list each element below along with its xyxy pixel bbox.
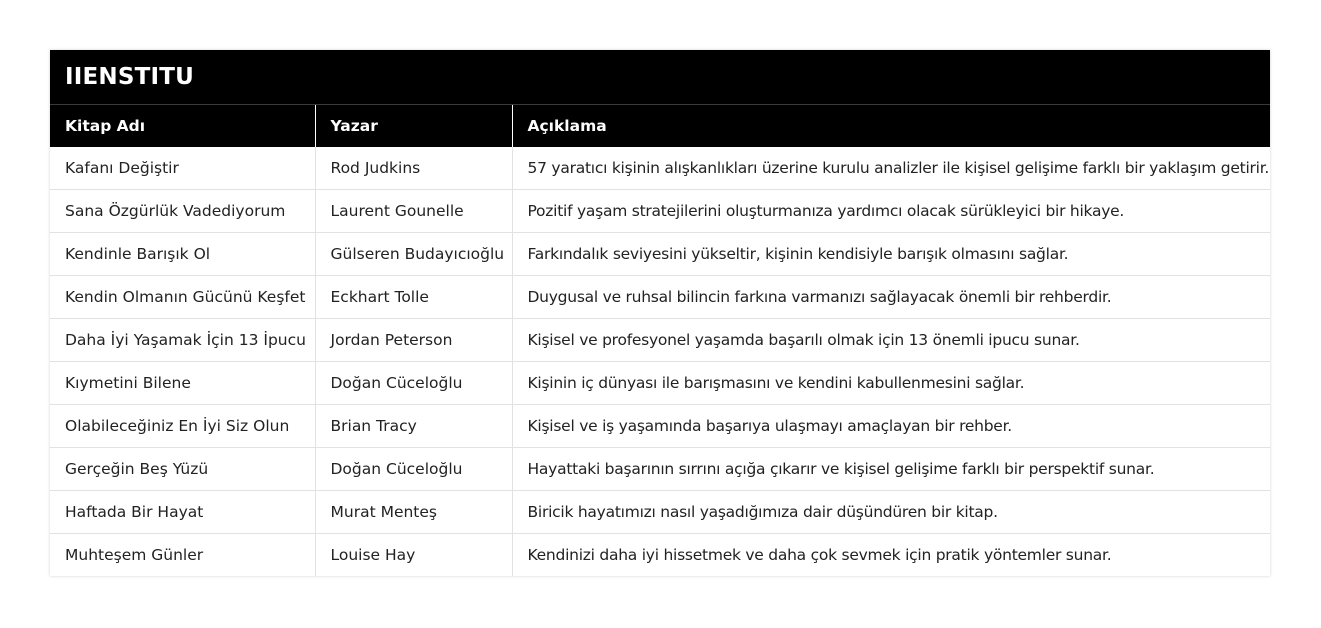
table-header-row xyxy=(50,105,1270,148)
book-table-container xyxy=(50,50,1270,576)
cell-description: Farkındalık seviyesini yükseltir, kişinin kendisiyle barışık olmasını sağlar. xyxy=(512,233,1270,276)
cell-description: 57 yaratıcı kişinin alışkanlıkları üzerine kurulu analizler ile kişisel gelişime farklı bir yaklaşım getirir. xyxy=(512,147,1270,190)
cell-description: Duygusal ve ruhsal bilincin farkına varmanızı sağlayacak önemli bir rehberdir. xyxy=(512,276,1270,319)
cell-author: Doğan Cüceloğlu xyxy=(315,362,512,405)
cell-author: Doğan Cüceloğlu xyxy=(315,448,512,491)
column-header-book-name: Kitap Adı xyxy=(50,105,315,148)
table-row xyxy=(50,448,1270,491)
cell-description: Kişisel ve iş yaşamında başarıya ulaşmayı amaçlayan bir rehber. xyxy=(512,405,1270,448)
table-row xyxy=(50,491,1270,534)
table-body xyxy=(50,147,1270,576)
table-row xyxy=(50,276,1270,319)
cell-author: Rod Judkins xyxy=(315,147,512,190)
table-row xyxy=(50,233,1270,276)
cell-book-name: Kendinle Barışık Ol xyxy=(50,233,315,276)
cell-book-name: Muhteşem Günler xyxy=(50,534,315,577)
table-title-row xyxy=(50,50,1270,105)
table-row xyxy=(50,362,1270,405)
cell-book-name: Gerçeğin Beş Yüzü xyxy=(50,448,315,491)
cell-description: Biricik hayatımızı nasıl yaşadığımıza dair düşündüren bir kitap. xyxy=(512,491,1270,534)
table-row xyxy=(50,319,1270,362)
cell-description: Kişisel ve profesyonel yaşamda başarılı olmak için 13 önemli ipucu sunar. xyxy=(512,319,1270,362)
cell-book-name: Daha İyi Yaşamak İçin 13 İpucu xyxy=(50,319,315,362)
cell-description: Hayattaki başarının sırrını açığa çıkarır ve kişisel gelişime farklı bir perspektif sunar. xyxy=(512,448,1270,491)
cell-author: Louise Hay xyxy=(315,534,512,577)
cell-author: Laurent Gounelle xyxy=(315,190,512,233)
book-table xyxy=(50,50,1270,576)
cell-description: Pozitif yaşam stratejilerini oluşturmanıza yardımcı olacak sürükleyici bir hikaye. xyxy=(512,190,1270,233)
cell-description: Kişinin iç dünyası ile barışmasını ve kendini kabullenmesini sağlar. xyxy=(512,362,1270,405)
table-row xyxy=(50,147,1270,190)
table-row xyxy=(50,190,1270,233)
cell-book-name: Haftada Bir Hayat xyxy=(50,491,315,534)
table-row xyxy=(50,534,1270,577)
cell-book-name: Olabileceğiniz En İyi Siz Olun xyxy=(50,405,315,448)
cell-author: Eckhart Tolle xyxy=(315,276,512,319)
cell-book-name: Kendin Olmanın Gücünü Keşfet xyxy=(50,276,315,319)
table-row xyxy=(50,405,1270,448)
cell-author: Gülseren Budayıcıoğlu xyxy=(315,233,512,276)
cell-book-name: Kafanı Değiştir xyxy=(50,147,315,190)
table-title: IIENSTITU xyxy=(50,50,1270,105)
cell-book-name: Sana Özgürlük Vadediyorum xyxy=(50,190,315,233)
cell-author: Murat Menteş xyxy=(315,491,512,534)
cell-book-name: Kıymetini Bilene xyxy=(50,362,315,405)
cell-author: Jordan Peterson xyxy=(315,319,512,362)
column-header-author: Yazar xyxy=(315,105,512,148)
column-header-description: Açıklama xyxy=(512,105,1270,148)
cell-author: Brian Tracy xyxy=(315,405,512,448)
cell-description: Kendinizi daha iyi hissetmek ve daha çok sevmek için pratik yöntemler sunar. xyxy=(527,546,1112,564)
